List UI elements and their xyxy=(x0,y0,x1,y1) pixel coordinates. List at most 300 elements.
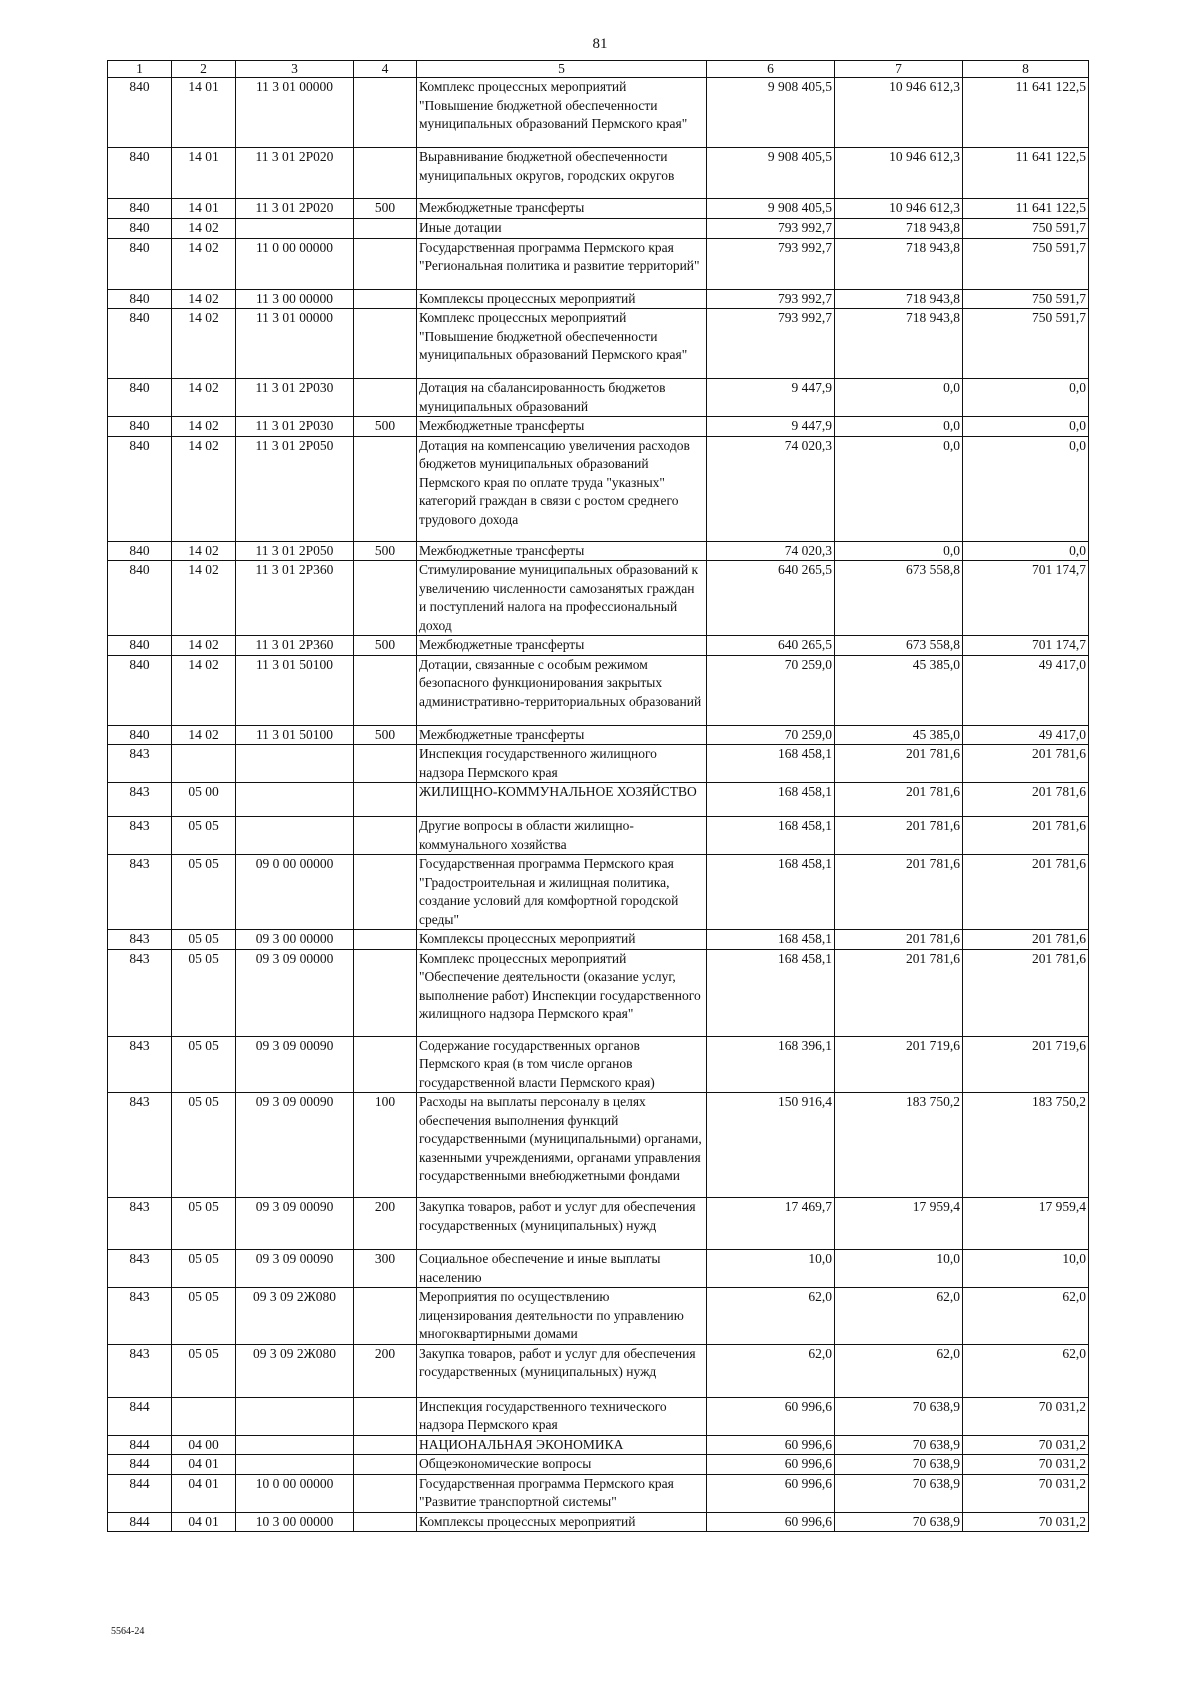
amount-year-3: 701 174,7 xyxy=(963,561,1089,636)
code-target: 11 3 01 2P050 xyxy=(236,541,354,561)
description: Комплекс процессных мероприятий "Повышение бюджетной обеспеченности муниципальных образований Пермского края" xyxy=(417,309,707,379)
code-admin: 843 xyxy=(108,930,172,950)
description: Общеэкономические вопросы xyxy=(417,1455,707,1475)
code-admin: 844 xyxy=(108,1512,172,1532)
code-expense-type xyxy=(354,1474,417,1512)
code-target xyxy=(236,1455,354,1475)
code-expense-type xyxy=(354,1288,417,1345)
table-row xyxy=(108,1288,1089,1345)
code-section: 14 02 xyxy=(172,436,236,541)
code-admin: 840 xyxy=(108,379,172,417)
document-code: 5564-24 xyxy=(111,1626,145,1637)
amount-year-3: 0,0 xyxy=(963,417,1089,437)
code-expense-type xyxy=(354,219,417,239)
table-row xyxy=(108,1474,1089,1512)
amount-year-2: 201 781,6 xyxy=(835,817,963,855)
amount-year-3: 201 781,6 xyxy=(963,855,1089,930)
amount-year-3: 70 031,2 xyxy=(963,1397,1089,1435)
amount-year-2: 673 558,8 xyxy=(835,561,963,636)
amount-year-1: 74 020,3 xyxy=(707,541,835,561)
code-target: 11 0 00 00000 xyxy=(236,238,354,289)
amount-year-2: 718 943,8 xyxy=(835,289,963,309)
column-header: 6 xyxy=(707,61,835,78)
code-section: 14 02 xyxy=(172,238,236,289)
code-admin: 840 xyxy=(108,309,172,379)
amount-year-1: 793 992,7 xyxy=(707,309,835,379)
amount-year-1: 70 259,0 xyxy=(707,725,835,745)
description: Дотация на компенсацию увеличения расходов бюджетов муниципальных образований Пермского края по оплате труда "указных" категорий граждан в связи с ростом среднего трудового дохода xyxy=(417,436,707,541)
code-target: 11 3 01 00000 xyxy=(236,78,354,148)
code-admin: 840 xyxy=(108,541,172,561)
amount-year-1: 640 265,5 xyxy=(707,561,835,636)
table-row xyxy=(108,561,1089,636)
description: Инспекция государственного технического надзора Пермского края xyxy=(417,1397,707,1435)
code-target: 09 3 00 00000 xyxy=(236,930,354,950)
description: ЖИЛИЩНО-КОММУНАЛЬНОЕ ХОЗЯЙСТВО xyxy=(417,783,707,817)
amount-year-3: 750 591,7 xyxy=(963,289,1089,309)
description: Иные дотации xyxy=(417,219,707,239)
amount-year-1: 10,0 xyxy=(707,1250,835,1288)
code-target: 11 3 01 2P360 xyxy=(236,561,354,636)
column-header: 5 xyxy=(417,61,707,78)
amount-year-3: 701 174,7 xyxy=(963,636,1089,656)
code-expense-type xyxy=(354,1455,417,1475)
amount-year-1: 17 469,7 xyxy=(707,1198,835,1250)
amount-year-1: 168 396,1 xyxy=(707,1036,835,1093)
amount-year-2: 70 638,9 xyxy=(835,1397,963,1435)
code-expense-type xyxy=(354,1512,417,1532)
table-row xyxy=(108,636,1089,656)
amount-year-2: 70 638,9 xyxy=(835,1455,963,1475)
amount-year-2: 70 638,9 xyxy=(835,1512,963,1532)
code-expense-type xyxy=(354,1036,417,1093)
description: Комплекс процессных мероприятий "Обеспечение деятельности (оказание услуг, выполнение работ) Инспекции государственного жилищного надзора Пермского края" xyxy=(417,949,707,1036)
amount-year-1: 9 447,9 xyxy=(707,417,835,437)
code-section: 14 02 xyxy=(172,289,236,309)
code-expense-type xyxy=(354,855,417,930)
amount-year-2: 201 781,6 xyxy=(835,783,963,817)
code-admin: 840 xyxy=(108,148,172,199)
amount-year-3: 11 641 122,5 xyxy=(963,78,1089,148)
description: Государственная программа Пермского края "Развитие транспортной системы" xyxy=(417,1474,707,1512)
amount-year-3: 17 959,4 xyxy=(963,1198,1089,1250)
amount-year-2: 718 943,8 xyxy=(835,219,963,239)
code-section: 14 01 xyxy=(172,199,236,219)
code-target: 09 3 09 00090 xyxy=(236,1036,354,1093)
description: Выравнивание бюджетной обеспеченности муниципальных округов, городских округов xyxy=(417,148,707,199)
description: Межбюджетные трансферты xyxy=(417,541,707,561)
code-admin: 843 xyxy=(108,855,172,930)
code-section: 05 05 xyxy=(172,1093,236,1198)
code-section: 14 01 xyxy=(172,78,236,148)
code-section: 14 02 xyxy=(172,655,236,725)
amount-year-2: 45 385,0 xyxy=(835,725,963,745)
code-target: 11 3 01 50100 xyxy=(236,655,354,725)
code-target: 11 3 01 00000 xyxy=(236,309,354,379)
code-section: 05 05 xyxy=(172,855,236,930)
code-expense-type xyxy=(354,561,417,636)
code-expense-type: 200 xyxy=(354,1198,417,1250)
table-row xyxy=(108,1036,1089,1093)
description: Комплекс процессных мероприятий "Повышение бюджетной обеспеченности муниципальных образований Пермского края" xyxy=(417,78,707,148)
code-expense-type xyxy=(354,655,417,725)
amount-year-1: 168 458,1 xyxy=(707,949,835,1036)
code-target xyxy=(236,817,354,855)
amount-year-3: 62,0 xyxy=(963,1344,1089,1397)
amount-year-2: 10,0 xyxy=(835,1250,963,1288)
table-row xyxy=(108,1512,1089,1532)
code-expense-type xyxy=(354,930,417,950)
amount-year-2: 62,0 xyxy=(835,1344,963,1397)
amount-year-2: 718 943,8 xyxy=(835,238,963,289)
code-admin: 844 xyxy=(108,1435,172,1455)
column-header: 4 xyxy=(354,61,417,78)
code-admin: 840 xyxy=(108,219,172,239)
amount-year-1: 168 458,1 xyxy=(707,855,835,930)
amount-year-2: 0,0 xyxy=(835,541,963,561)
code-expense-type xyxy=(354,309,417,379)
code-expense-type xyxy=(354,78,417,148)
code-admin: 840 xyxy=(108,561,172,636)
amount-year-2: 45 385,0 xyxy=(835,655,963,725)
description: НАЦИОНАЛЬНАЯ ЭКОНОМИКА xyxy=(417,1435,707,1455)
code-section: 14 02 xyxy=(172,379,236,417)
code-section: 05 05 xyxy=(172,949,236,1036)
amount-year-3: 49 417,0 xyxy=(963,655,1089,725)
amount-year-2: 201 719,6 xyxy=(835,1036,963,1093)
table-row xyxy=(108,436,1089,541)
amount-year-3: 201 781,6 xyxy=(963,930,1089,950)
amount-year-2: 673 558,8 xyxy=(835,636,963,656)
amount-year-3: 11 641 122,5 xyxy=(963,148,1089,199)
amount-year-1: 60 996,6 xyxy=(707,1474,835,1512)
code-expense-type xyxy=(354,817,417,855)
table-row xyxy=(108,745,1089,783)
code-admin: 840 xyxy=(108,655,172,725)
description: Инспекция государственного жилищного надзора Пермского края xyxy=(417,745,707,783)
description: Государственная программа Пермского края "Региональная политика и развитие территорий" xyxy=(417,238,707,289)
amount-year-3: 0,0 xyxy=(963,541,1089,561)
code-expense-type: 300 xyxy=(354,1250,417,1288)
code-admin: 843 xyxy=(108,949,172,1036)
amount-year-3: 49 417,0 xyxy=(963,725,1089,745)
amount-year-1: 9 908 405,5 xyxy=(707,148,835,199)
table-row xyxy=(108,949,1089,1036)
amount-year-2: 201 781,6 xyxy=(835,745,963,783)
code-target: 09 3 09 2Ж080 xyxy=(236,1288,354,1345)
code-admin: 843 xyxy=(108,1093,172,1198)
amount-year-3: 201 781,6 xyxy=(963,783,1089,817)
code-expense-type xyxy=(354,238,417,289)
table-row xyxy=(108,148,1089,199)
code-section: 04 01 xyxy=(172,1455,236,1475)
code-admin: 840 xyxy=(108,436,172,541)
code-expense-type: 200 xyxy=(354,1344,417,1397)
table-header-row xyxy=(108,61,1089,78)
table-row xyxy=(108,725,1089,745)
code-section: 05 05 xyxy=(172,1250,236,1288)
amount-year-2: 10 946 612,3 xyxy=(835,148,963,199)
code-target xyxy=(236,1397,354,1435)
table-row xyxy=(108,199,1089,219)
table-row xyxy=(108,783,1089,817)
description: Межбюджетные трансферты xyxy=(417,636,707,656)
amount-year-1: 62,0 xyxy=(707,1344,835,1397)
table-row xyxy=(108,1198,1089,1250)
code-expense-type: 100 xyxy=(354,1093,417,1198)
code-expense-type xyxy=(354,148,417,199)
code-section: 05 05 xyxy=(172,1344,236,1397)
code-section: 14 01 xyxy=(172,148,236,199)
description: Стимулирование муниципальных образований к увеличению численности самозанятых граждан и поступлений налога на профессиональный доход xyxy=(417,561,707,636)
amount-year-1: 793 992,7 xyxy=(707,289,835,309)
table-row xyxy=(108,1093,1089,1198)
code-section: 04 00 xyxy=(172,1435,236,1455)
code-target: 11 3 01 2P020 xyxy=(236,199,354,219)
amount-year-3: 201 719,6 xyxy=(963,1036,1089,1093)
table-row xyxy=(108,655,1089,725)
code-admin: 843 xyxy=(108,1036,172,1093)
description: Дотация на сбалансированность бюджетов муниципальных образований xyxy=(417,379,707,417)
amount-year-1: 168 458,1 xyxy=(707,783,835,817)
code-section: 05 05 xyxy=(172,1288,236,1345)
code-admin: 840 xyxy=(108,417,172,437)
table-row xyxy=(108,541,1089,561)
amount-year-2: 17 959,4 xyxy=(835,1198,963,1250)
table-row xyxy=(108,309,1089,379)
amount-year-3: 70 031,2 xyxy=(963,1474,1089,1512)
code-expense-type xyxy=(354,1435,417,1455)
table-row xyxy=(108,219,1089,239)
amount-year-3: 750 591,7 xyxy=(963,309,1089,379)
amount-year-1: 9 908 405,5 xyxy=(707,78,835,148)
code-expense-type: 500 xyxy=(354,636,417,656)
description: Межбюджетные трансферты xyxy=(417,725,707,745)
amount-year-1: 62,0 xyxy=(707,1288,835,1345)
amount-year-3: 70 031,2 xyxy=(963,1455,1089,1475)
amount-year-2: 70 638,9 xyxy=(835,1435,963,1455)
code-section xyxy=(172,1397,236,1435)
code-admin: 840 xyxy=(108,199,172,219)
code-target: 11 3 01 2P030 xyxy=(236,417,354,437)
amount-year-1: 150 916,4 xyxy=(707,1093,835,1198)
amount-year-3: 10,0 xyxy=(963,1250,1089,1288)
code-expense-type xyxy=(354,783,417,817)
code-target: 11 3 01 50100 xyxy=(236,725,354,745)
amount-year-1: 640 265,5 xyxy=(707,636,835,656)
amount-year-1: 60 996,6 xyxy=(707,1512,835,1532)
column-header: 2 xyxy=(172,61,236,78)
code-admin: 843 xyxy=(108,1198,172,1250)
table-row xyxy=(108,817,1089,855)
amount-year-1: 74 020,3 xyxy=(707,436,835,541)
code-expense-type xyxy=(354,379,417,417)
amount-year-3: 0,0 xyxy=(963,436,1089,541)
code-admin: 843 xyxy=(108,1344,172,1397)
amount-year-1: 60 996,6 xyxy=(707,1397,835,1435)
table-row xyxy=(108,78,1089,148)
code-section: 05 00 xyxy=(172,783,236,817)
code-target: 09 3 09 2Ж080 xyxy=(236,1344,354,1397)
column-header: 8 xyxy=(963,61,1089,78)
description: Комплексы процессных мероприятий xyxy=(417,930,707,950)
table-row xyxy=(108,417,1089,437)
code-admin: 844 xyxy=(108,1397,172,1435)
code-admin: 840 xyxy=(108,238,172,289)
description: Социальное обеспечение и иные выплаты населению xyxy=(417,1250,707,1288)
code-target: 11 3 01 2P030 xyxy=(236,379,354,417)
description: Содержание государственных органов Пермского края (в том числе органов государственной власти Пермского края) xyxy=(417,1036,707,1093)
code-section: 05 05 xyxy=(172,1036,236,1093)
code-target: 09 3 09 00090 xyxy=(236,1250,354,1288)
description: Государственная программа Пермского края "Градостроительная и жилищная политика, создание условий для комфортной городской среды" xyxy=(417,855,707,930)
description: Комплексы процессных мероприятий xyxy=(417,1512,707,1532)
code-section: 04 01 xyxy=(172,1512,236,1532)
column-header: 7 xyxy=(835,61,963,78)
code-admin: 844 xyxy=(108,1474,172,1512)
code-expense-type: 500 xyxy=(354,417,417,437)
amount-year-2: 62,0 xyxy=(835,1288,963,1345)
amount-year-3: 750 591,7 xyxy=(963,238,1089,289)
description: Другие вопросы в области жилищно-коммунального хозяйства xyxy=(417,817,707,855)
table-row xyxy=(108,855,1089,930)
code-expense-type: 500 xyxy=(354,541,417,561)
amount-year-3: 70 031,2 xyxy=(963,1435,1089,1455)
table-row xyxy=(108,1344,1089,1397)
amount-year-1: 70 259,0 xyxy=(707,655,835,725)
description: Межбюджетные трансферты xyxy=(417,417,707,437)
amount-year-2: 718 943,8 xyxy=(835,309,963,379)
code-target: 09 3 09 00090 xyxy=(236,1093,354,1198)
amount-year-3: 183 750,2 xyxy=(963,1093,1089,1198)
code-admin: 843 xyxy=(108,1250,172,1288)
amount-year-1: 793 992,7 xyxy=(707,219,835,239)
amount-year-1: 9 908 405,5 xyxy=(707,199,835,219)
table-row xyxy=(108,289,1089,309)
table-body xyxy=(108,78,1089,1532)
amount-year-1: 60 996,6 xyxy=(707,1435,835,1455)
amount-year-1: 9 447,9 xyxy=(707,379,835,417)
amount-year-3: 0,0 xyxy=(963,379,1089,417)
code-expense-type xyxy=(354,436,417,541)
code-section: 14 02 xyxy=(172,309,236,379)
code-target: 10 3 00 00000 xyxy=(236,1512,354,1532)
table-row xyxy=(108,238,1089,289)
amount-year-2: 10 946 612,3 xyxy=(835,199,963,219)
code-admin: 840 xyxy=(108,289,172,309)
code-admin: 840 xyxy=(108,78,172,148)
code-expense-type: 500 xyxy=(354,725,417,745)
code-section xyxy=(172,745,236,783)
code-target xyxy=(236,1435,354,1455)
amount-year-3: 11 641 122,5 xyxy=(963,199,1089,219)
code-expense-type xyxy=(354,1397,417,1435)
amount-year-2: 201 781,6 xyxy=(835,930,963,950)
code-target: 09 0 00 00000 xyxy=(236,855,354,930)
code-expense-type xyxy=(354,289,417,309)
description: Комплексы процессных мероприятий xyxy=(417,289,707,309)
amount-year-2: 0,0 xyxy=(835,417,963,437)
description: Дотации, связанные с особым режимом безопасного функционирования закрытых административно-территориальных образований xyxy=(417,655,707,725)
code-expense-type xyxy=(354,949,417,1036)
amount-year-3: 201 781,6 xyxy=(963,817,1089,855)
page-number: 81 xyxy=(592,36,608,52)
code-section: 05 05 xyxy=(172,1198,236,1250)
amount-year-1: 168 458,1 xyxy=(707,930,835,950)
code-target: 11 3 01 2P020 xyxy=(236,148,354,199)
code-target: 11 3 01 2P050 xyxy=(236,436,354,541)
code-expense-type xyxy=(354,745,417,783)
column-header: 3 xyxy=(236,61,354,78)
code-target: 09 3 09 00090 xyxy=(236,1198,354,1250)
amount-year-3: 201 781,6 xyxy=(963,949,1089,1036)
code-section: 14 02 xyxy=(172,219,236,239)
code-section: 14 02 xyxy=(172,725,236,745)
amount-year-2: 0,0 xyxy=(835,436,963,541)
code-target: 09 3 09 00000 xyxy=(236,949,354,1036)
budget-table xyxy=(107,60,1089,1532)
table-row xyxy=(108,930,1089,950)
amount-year-2: 0,0 xyxy=(835,379,963,417)
amount-year-1: 60 996,6 xyxy=(707,1455,835,1475)
code-target xyxy=(236,219,354,239)
description: Закупка товаров, работ и услуг для обеспечения государственных (муниципальных) нужд xyxy=(417,1198,707,1250)
code-admin: 843 xyxy=(108,745,172,783)
code-target xyxy=(236,745,354,783)
code-section: 14 02 xyxy=(172,541,236,561)
amount-year-2: 70 638,9 xyxy=(835,1474,963,1512)
description: Межбюджетные трансферты xyxy=(417,199,707,219)
column-header: 1 xyxy=(108,61,172,78)
table-row xyxy=(108,1397,1089,1435)
code-admin: 843 xyxy=(108,783,172,817)
code-section: 14 02 xyxy=(172,417,236,437)
amount-year-1: 168 458,1 xyxy=(707,817,835,855)
amount-year-3: 62,0 xyxy=(963,1288,1089,1345)
amount-year-2: 201 781,6 xyxy=(835,855,963,930)
amount-year-2: 10 946 612,3 xyxy=(835,78,963,148)
code-expense-type: 500 xyxy=(354,199,417,219)
code-admin: 844 xyxy=(108,1455,172,1475)
amount-year-1: 793 992,7 xyxy=(707,238,835,289)
description: Мероприятия по осуществлению лицензирования деятельности по управлению многоквартирными домами xyxy=(417,1288,707,1345)
table-row xyxy=(108,1435,1089,1455)
amount-year-3: 201 781,6 xyxy=(963,745,1089,783)
amount-year-3: 750 591,7 xyxy=(963,219,1089,239)
code-target: 11 3 01 2P360 xyxy=(236,636,354,656)
code-admin: 843 xyxy=(108,1288,172,1345)
table-row xyxy=(108,379,1089,417)
description: Закупка товаров, работ и услуг для обеспечения государственных (муниципальных) нужд xyxy=(417,1344,707,1397)
code-target: 10 0 00 00000 xyxy=(236,1474,354,1512)
code-admin: 843 xyxy=(108,817,172,855)
code-admin: 840 xyxy=(108,725,172,745)
code-admin: 840 xyxy=(108,636,172,656)
code-target xyxy=(236,783,354,817)
table-row xyxy=(108,1455,1089,1475)
table-row xyxy=(108,1250,1089,1288)
code-section: 04 01 xyxy=(172,1474,236,1512)
code-target: 11 3 00 00000 xyxy=(236,289,354,309)
amount-year-2: 183 750,2 xyxy=(835,1093,963,1198)
code-section: 14 02 xyxy=(172,561,236,636)
code-section: 14 02 xyxy=(172,636,236,656)
amount-year-3: 70 031,2 xyxy=(963,1512,1089,1532)
description: Расходы на выплаты персоналу в целях обеспечения выполнения функций государственными (муниципальными) органами, казенными учреждениями, органами управления государственными внебюджетными фондами xyxy=(417,1093,707,1198)
amount-year-1: 168 458,1 xyxy=(707,745,835,783)
code-section: 05 05 xyxy=(172,930,236,950)
amount-year-2: 201 781,6 xyxy=(835,949,963,1036)
